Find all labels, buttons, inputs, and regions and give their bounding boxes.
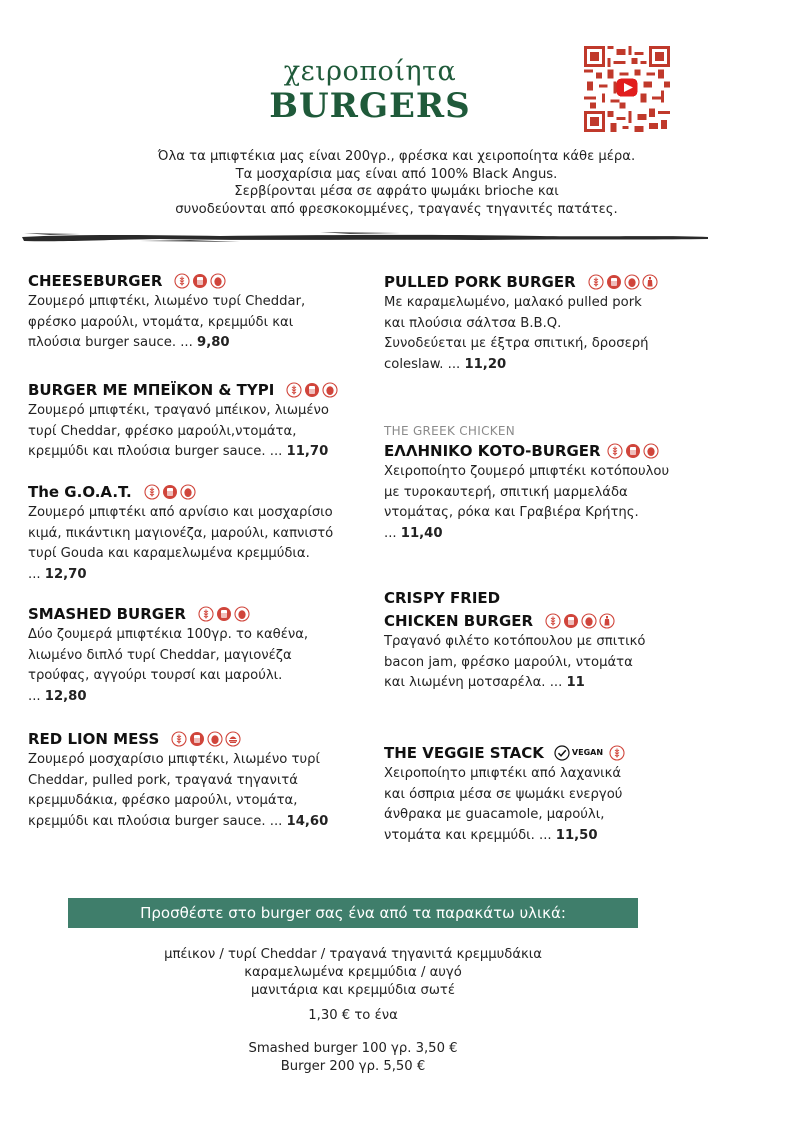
egg-icon: [322, 382, 338, 398]
description-text: ...: [28, 566, 41, 582]
title-script: χειροποίητα: [283, 56, 457, 87]
sauce-bottle-icon: [599, 613, 615, 629]
item-price: 11: [566, 675, 585, 691]
page-title: BURGERS: [269, 86, 471, 126]
description-line: κιμά, πικάντικη μαγιονέζα, μαρούλι, καπνιστό: [28, 525, 334, 541]
description-line: και όσπρια μέσα σε ψωμάκι ενεργού: [384, 786, 623, 802]
item-description: [384, 293, 658, 375]
addons-line: μπέικον / τυρί Cheddar / τραγανά τηγανιτά κρεμμυδάκια: [164, 947, 542, 962]
description-line: [384, 524, 669, 545]
egg-icon: [207, 731, 223, 747]
gluten-icon: [545, 613, 561, 629]
description-text: πλούσια burger sauce. ...: [28, 335, 193, 351]
item-price: 11,50: [555, 827, 598, 843]
description-line: ντομάτας, ρόκα και Γραβιέρα Κρήτης.: [384, 505, 639, 521]
description-line: Ζουμερό μπιφτέκι, τραγανό μπέικον, λιωμένο: [28, 403, 329, 418]
gluten-icon: [144, 484, 160, 500]
dairy-icon: [216, 606, 232, 622]
gluten-icon: [198, 606, 214, 622]
description-text: ...: [28, 688, 41, 704]
item-description: [28, 503, 333, 585]
description-text: coleslaw. ...: [384, 356, 461, 372]
menu-item: [28, 728, 328, 832]
egg-icon: [234, 606, 250, 622]
allergen-icons: [607, 443, 659, 459]
item-name: ΕΛΛΗΝΙΚΟ ΚΟΤΟ-BURGER: [384, 442, 601, 460]
description-text: και λιωμένη μοτσαρέλα. ...: [384, 675, 563, 691]
menu-item: [28, 270, 305, 354]
dairy-icon: [304, 382, 320, 398]
addons-line: μανιτάρια και κρεμμύδια σωτέ: [251, 983, 455, 998]
description-line: [28, 812, 328, 833]
dairy-icon: [625, 443, 641, 459]
description-text: ...: [384, 525, 397, 541]
description-line: [384, 826, 625, 847]
description-line: τρούφας, αγγούρι τουρσί και μαρούλι.: [28, 668, 283, 684]
item-name: SMASHED BURGER: [28, 605, 186, 623]
item-description: [384, 462, 669, 544]
intro-line: Τα μοσχαρίσια μας είναι από 100% Black Angus.: [235, 166, 558, 182]
description-text: ντομάτα και κρεμμύδι. ...: [384, 827, 552, 843]
addons-list: [0, 946, 706, 1000]
item-price: 12,80: [44, 688, 87, 704]
description-line: άνθρακα με guacamole, μαρούλι,: [384, 807, 605, 823]
description-line: Δύο ζουμερά μπιφτέκια 100γρ. το καθένα,: [28, 627, 309, 642]
item-name: CHICKEN BURGER: [384, 612, 534, 630]
sauce-bottle-icon: [642, 274, 658, 290]
menu-item: [384, 422, 669, 544]
allergen-icons: [545, 613, 615, 629]
allergen-icons: [171, 731, 241, 747]
gluten-icon: [174, 273, 190, 289]
item-name: The G.O.A.T.: [28, 483, 132, 501]
mustard-icon: [225, 731, 241, 747]
brush-divider: [20, 228, 710, 246]
description-line: Χειροποίητο ζουμερό μπιφτέκι κοτόπουλου: [384, 464, 670, 479]
addons-price: 1,30 € το ένα: [308, 1008, 398, 1023]
description-line: Cheddar, pulled pork, τραγανά τηγανιτά: [28, 772, 298, 788]
dairy-icon: [606, 274, 622, 290]
dairy-icon: [563, 613, 579, 629]
menu-item: [384, 742, 625, 846]
item-name-row: [384, 440, 669, 462]
dairy-icon: [192, 273, 208, 289]
description-line: τυρί Cheddar, φρέσκο μαρούλι,ντομάτα,: [28, 423, 297, 439]
description-line: bacon jam, φρέσκο μαρούλι, ντομάτα: [384, 654, 633, 670]
description-line: [384, 673, 645, 694]
item-name-row: [28, 603, 308, 625]
item-name: CHEESEBURGER: [28, 272, 163, 290]
description-line: Ζουμερό μοσχαρίσιο μπιφτέκι, λιωμένο τυρί: [28, 752, 320, 767]
description-line: Ζουμερό μπιφτέκι από αρνίσιο και μοσχαρίσιο: [28, 505, 333, 520]
description-line: Χειροποίητο μπιφτέκι από λαχανικά: [384, 766, 622, 781]
item-name-row: [28, 270, 305, 292]
description-line: Συνοδεύεται με έξτρα σπιτική, δροσερή: [384, 336, 649, 352]
description-line: [28, 565, 333, 586]
dairy-icon: [162, 484, 178, 500]
description-line: Τραγανό φιλέτο κοτόπουλου με σπιτικό: [384, 634, 646, 649]
allergen-icons: [286, 382, 338, 398]
description-line: κρεμμυδάκια, φρέσκο μαρούλι, ντομάτα,: [28, 793, 298, 809]
item-name: THE VEGGIE STACK: [384, 744, 544, 762]
egg-icon: [624, 274, 640, 290]
allergen-icons: [174, 273, 226, 289]
item-name-row: [28, 379, 338, 401]
description-line: και πλούσια σάλτσα B.B.Q.: [384, 315, 562, 331]
menu-item: [28, 379, 338, 463]
description-line: τυρί Gouda και καραμελωμένα κρεμμύδια.: [28, 546, 310, 562]
intro-line: Σερβίρονται μέσα σε αφράτο ψωμάκι brioche και: [234, 184, 559, 199]
egg-icon: [643, 443, 659, 459]
menu-item: [28, 603, 308, 707]
description-line: [28, 333, 305, 354]
item-name-row: [384, 610, 645, 632]
allergen-icons: [144, 484, 196, 500]
item-subtitle: THE GREEK CHICKEN: [384, 424, 516, 438]
allergen-icons: [588, 274, 658, 290]
description-line: λιωμένο διπλό τυρί Cheddar, μαγιονέζα: [28, 647, 292, 663]
description-line: φρέσκο μαρούλι, ντομάτα, κρεμμύδι και: [28, 314, 294, 330]
egg-icon: [180, 484, 196, 500]
vegan-label: VEGAN: [571, 748, 604, 757]
description-line: [28, 687, 308, 708]
item-price: 11,70: [286, 444, 329, 460]
item-price: 9,80: [197, 335, 230, 351]
item-description: [384, 764, 625, 846]
item-name-row: [384, 271, 658, 293]
qr-code-icon[interactable]: [584, 46, 670, 132]
description-line: με τυροκαυτερή, σπιτική μαρμελάδα: [384, 484, 628, 500]
description-line: [28, 442, 338, 463]
allergen-icons: [609, 745, 625, 761]
item-price: 11,40: [400, 525, 443, 541]
item-price: 12,70: [44, 566, 87, 582]
description-line: Ζουμερό μπιφτέκι, λιωμένο τυρί Cheddar,: [28, 294, 306, 309]
item-description: [28, 292, 305, 354]
size-price-line: Smashed burger 100 γρ. 3,50 €: [248, 1041, 458, 1056]
dairy-icon: [189, 731, 205, 747]
gluten-icon: [286, 382, 302, 398]
gluten-icon: [609, 745, 625, 761]
intro-line: Όλα τα μπιφτέκια μας είναι 200γρ., φρέσκα και χειροποίητα κάθε μέρα.: [157, 149, 636, 164]
menu-item: [384, 587, 645, 694]
item-name-row: [28, 481, 333, 503]
item-name: RED LION MESS: [28, 730, 160, 748]
description-text: κρεμμύδι και πλούσια burger sauce. ...: [28, 813, 283, 829]
item-description: [28, 625, 308, 707]
item-price: 11,20: [464, 356, 507, 372]
menu-item: [28, 481, 333, 585]
item-name: BURGER ΜΕ ΜΠΕΪΚΟΝ & ΤΥΡΙ: [28, 381, 275, 399]
gluten-icon: [607, 443, 623, 459]
description-line: Με καραμελωμένο, μαλακό pulled pork: [384, 295, 642, 310]
item-price: 14,60: [286, 813, 329, 829]
description-line: [384, 355, 658, 376]
intro-line: συνοδεύονται από φρεσκοκομμένες, τραγανές τηγανιτές πατάτες.: [175, 201, 618, 217]
item-description: [384, 632, 645, 694]
extra-patty-prices: [0, 1040, 706, 1076]
item-description: [28, 401, 338, 463]
description-text: κρεμμύδι και πλούσια burger sauce. ...: [28, 444, 283, 460]
menu-item: [384, 271, 658, 375]
gluten-icon: [588, 274, 604, 290]
allergen-icons: [198, 606, 250, 622]
item-name-row: [384, 742, 625, 764]
vegan-badge: [554, 742, 603, 764]
addons-line: καραμελωμένα κρεμμύδια / αυγό: [244, 965, 462, 980]
intro-text: [40, 148, 753, 218]
egg-icon: [581, 613, 597, 629]
gluten-icon: [171, 731, 187, 747]
item-name-line1: CRISPY FRIED: [384, 589, 501, 607]
item-name-row: [28, 728, 328, 750]
egg-icon: [210, 273, 226, 289]
addons-banner: Προσθέστε στο burger σας ένα από τα παρακάτω υλικά:: [68, 898, 638, 928]
size-price-line: Burger 200 γρ. 5,50 €: [280, 1059, 426, 1074]
item-description: [28, 750, 328, 832]
item-name: PULLED PORK BURGER: [384, 273, 576, 291]
vegan-check-icon: [554, 745, 570, 761]
